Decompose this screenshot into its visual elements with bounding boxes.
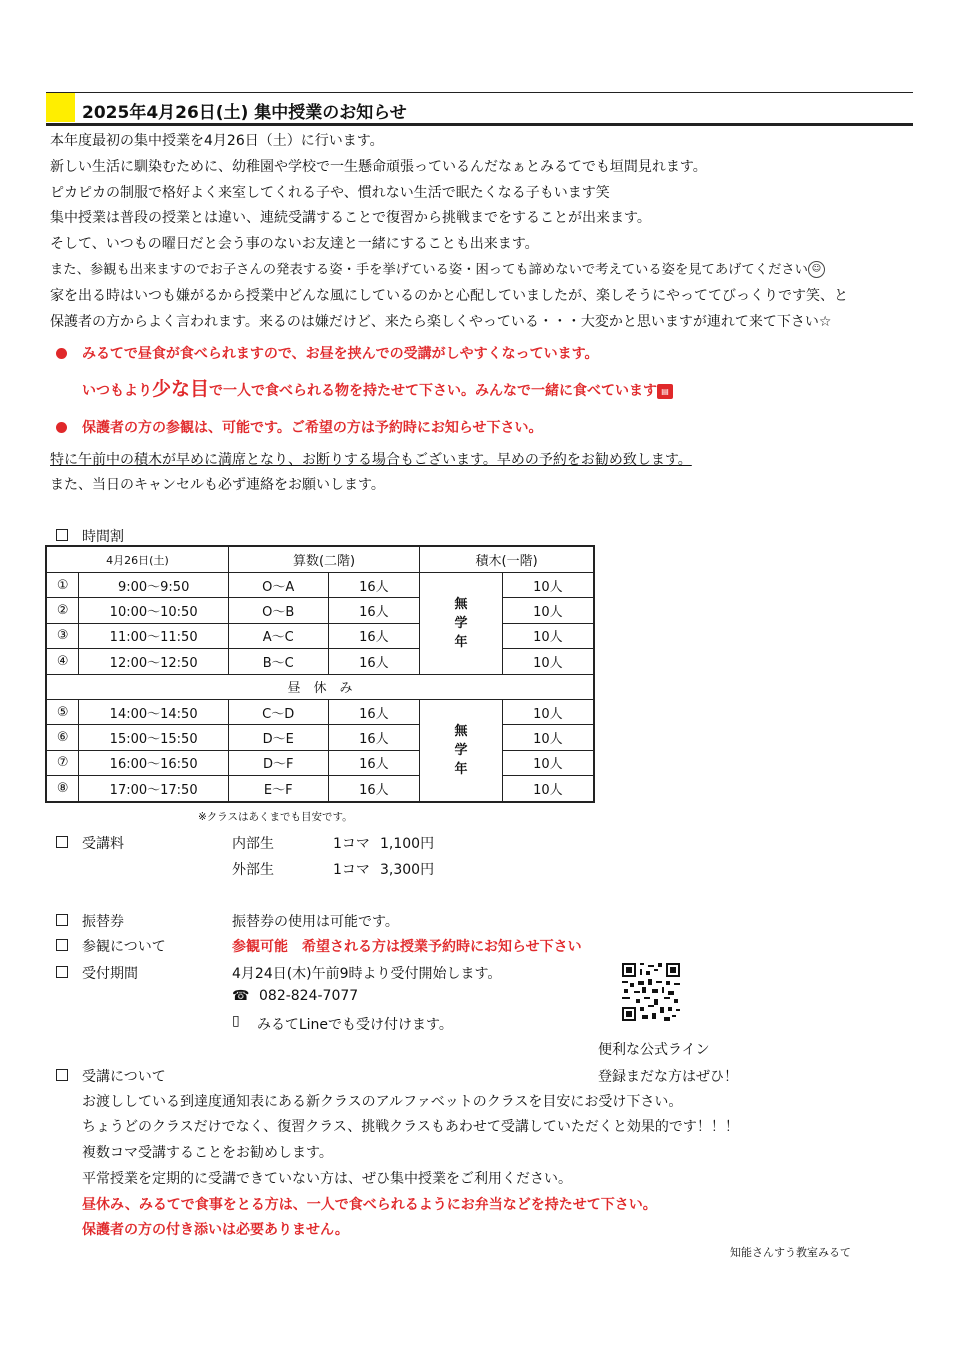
- timetable-header: [46, 546, 594, 573]
- title-bar: [46, 92, 913, 126]
- table-row: [46, 776, 594, 802]
- intro-line-8: 保護者の方からよく言われます。来るのは嫌だけど、来たら楽しくやっている・・・大変かと思いますが連れて来て下さい☆: [50, 314, 832, 330]
- period-no: ②: [46, 598, 79, 623]
- class-range: O〜A: [228, 573, 328, 598]
- checkbox-timetable: [56, 529, 68, 541]
- signature: 知能さんすう教室みるて: [730, 1246, 851, 1259]
- title-bottom-rule: [46, 123, 913, 126]
- intro-line-5: そして、いつもの曜日だと会う事のないお友達と一緒にすることも出来ます。: [50, 236, 539, 252]
- mugakunen-afternoon: [420, 699, 503, 801]
- table-row: [46, 725, 594, 750]
- about-line-1: お渡ししている到達度通知表にある新クラスのアルファベットのクラスを目安にお受け下さい。: [82, 1094, 683, 1110]
- period-no: ⑥: [46, 725, 79, 750]
- block-capacity: 10人: [502, 623, 594, 648]
- period-time: 12:00〜12:50: [79, 649, 229, 674]
- intro-line-1: 本年度最初の集中授業を4月26日（土）に行います。: [50, 133, 384, 149]
- period-time: 16:00〜16:50: [79, 750, 229, 775]
- period-no: ⑤: [46, 699, 79, 724]
- period-no: ⑦: [46, 750, 79, 775]
- lunch-break: 昼 休 み: [46, 674, 594, 699]
- table-row: [46, 649, 594, 674]
- reception-label: 受付期間: [82, 966, 138, 982]
- bullet-lunch-sub-big: 少な目: [152, 378, 210, 400]
- fees-internal-unit: 1コマ: [333, 836, 370, 852]
- cancel-notice: また、当日のキャンセルも必ず連絡をお願いします。: [50, 477, 385, 493]
- underline-notice: 特に午前中の積木が早めに満席となり、お断りする場合もございます。早めの予約をお勧め致します。: [50, 452, 692, 468]
- class-range: B〜C: [228, 649, 328, 674]
- class-range: C〜D: [228, 699, 328, 724]
- block-capacity: 10人: [502, 699, 594, 724]
- fees-external-label: 外部生: [232, 862, 274, 878]
- period-time: 17:00〜17:50: [79, 776, 229, 802]
- mobile-phone-icon: ▯: [232, 1013, 240, 1029]
- lunch-row: [46, 674, 594, 699]
- observe-value: 参観可能 希望される方は授業予約時にお知らせ下さい: [232, 939, 582, 955]
- block-capacity: 10人: [502, 750, 594, 775]
- period-no: ⑧: [46, 776, 79, 802]
- period-time: 14:00〜14:50: [79, 699, 229, 724]
- header-blocks: 積木(一階): [420, 546, 594, 573]
- intro-line-2: 新しい生活に馴染むために、幼稚園や学校で一生懸命頑張っているんだなぁとみるてでも垣間見れます。: [50, 159, 707, 175]
- table-row: [46, 623, 594, 648]
- transfer-value: 振替券の使用は可能です。: [232, 914, 399, 930]
- intro-line-6-text: また、参観も出来ますのでお子さんの発表する姿・手を挙げている姿・困っても諦めないで考えている姿を見てあげてください: [50, 262, 808, 278]
- bullet-observe: 保護者の方の参観は、可能です。ご希望の方は予約時にお知らせ下さい。: [82, 420, 543, 436]
- period-time: 15:00〜15:50: [79, 725, 229, 750]
- intro-line-3: ピカピカの制服で格好よく来室してくれる子や、慣れない生活で眠たくなる子もいます笑: [50, 185, 610, 201]
- table-row: [46, 598, 594, 623]
- reception-line: みるてLineでも受け付けます。: [257, 1017, 453, 1033]
- transfer-label: 振替券: [82, 914, 124, 930]
- bullet-lunch: みるてで昼食が食べられますので、お昼を挟んでの受講がしやすくなっています。: [82, 346, 599, 362]
- period-time: 10:00〜10:50: [79, 598, 229, 623]
- phone-icon: ☎: [232, 988, 250, 1004]
- page-title: 2025年4月26日(土) 集中授業のお知らせ: [82, 103, 407, 123]
- math-capacity: 16人: [328, 776, 420, 802]
- class-range: A〜C: [228, 623, 328, 648]
- smile-emoji-icon: ☺: [808, 261, 825, 278]
- header-date: 4月26日(土): [46, 546, 228, 573]
- class-range: E〜F: [228, 776, 328, 802]
- math-capacity: 16人: [328, 623, 420, 648]
- line-promo-1: 便利な公式ライン: [598, 1042, 710, 1058]
- about-label: 受講について: [82, 1069, 166, 1085]
- about-line-3: 複数コマ受講することをお勧めします。: [82, 1145, 333, 1161]
- about-line-4: 平常授業を定期的に受講できていない方は、ぜひ集中授業をご利用ください。: [82, 1171, 572, 1187]
- timetable: [45, 545, 595, 803]
- title-top-rule: [46, 92, 913, 93]
- class-range: D〜F: [228, 750, 328, 775]
- bullet-dot-1: [56, 348, 67, 359]
- fees-external-price: 3,300円: [380, 862, 435, 878]
- checkbox-transfer: [56, 914, 68, 926]
- mugakunen-char-2: 学: [454, 615, 468, 631]
- block-capacity: 10人: [502, 725, 594, 750]
- block-capacity: 10人: [502, 649, 594, 674]
- period-no: ③: [46, 623, 79, 648]
- qr-code-icon: [622, 963, 680, 1021]
- mugakunen-morning: [420, 573, 503, 675]
- table-row: [46, 750, 594, 775]
- fees-external-unit: 1コマ: [333, 862, 370, 878]
- math-capacity: 16人: [328, 699, 420, 724]
- class-range: O〜B: [228, 598, 328, 623]
- period-time: 11:00〜11:50: [79, 623, 229, 648]
- fees-label: 受講料: [82, 836, 124, 852]
- block-capacity: 10人: [502, 598, 594, 623]
- about-line-2: ちょうどのクラスだけでなく、復習クラス、挑戦クラスもあわせて受講していただくと効果的です！！！: [82, 1119, 739, 1135]
- table-row: [46, 699, 594, 724]
- math-capacity: 16人: [328, 573, 420, 598]
- about-red-line-1: 昼休み、みるてで食事をとる方は、一人で食べられるようにお弁当などを持たせて下さい。: [82, 1197, 657, 1213]
- mugakunen-char-3: 年: [454, 761, 468, 777]
- timetable-note: ※クラスはあくまでも目安です。: [198, 811, 353, 823]
- math-capacity: 16人: [328, 750, 420, 775]
- checkbox-reception: [56, 966, 68, 978]
- about-red-line-2: 保護者の方の付き添いは必要ありません。: [82, 1222, 349, 1238]
- bullet-lunch-sub: [82, 380, 673, 400]
- line-promo-2: 登録まだな方はぜひ！: [598, 1069, 738, 1085]
- header-math: 算数(二階): [228, 546, 419, 573]
- block-capacity: 10人: [502, 573, 594, 598]
- bullet-lunch-sub-pre: いつもより: [82, 383, 152, 399]
- observe-label: 参観について: [82, 939, 166, 955]
- bento-emoji-icon: ▤: [657, 384, 673, 399]
- period-no: ④: [46, 649, 79, 674]
- mugakunen-char-3: 年: [454, 634, 468, 650]
- mugakunen-char-2: 学: [454, 742, 468, 758]
- table-row: [46, 573, 594, 598]
- class-range: D〜E: [228, 725, 328, 750]
- math-capacity: 16人: [328, 598, 420, 623]
- mugakunen-char-1: 無: [454, 596, 468, 612]
- title-accent-block: [46, 93, 75, 122]
- intro-line-7: 家を出る時はいつも嫌がるから授業中どんな風にしているのかと心配していましたが、楽しそうにやっててびっくりです笑、と: [50, 288, 848, 304]
- fees-internal-label: 内部生: [232, 836, 274, 852]
- bullet-lunch-sub-post: で一人で食べられる物を持たせて下さい。みんなで一緒に食べています: [209, 383, 658, 399]
- checkbox-fees: [56, 836, 68, 848]
- reception-phone: 082-824-7077: [259, 988, 359, 1004]
- bullet-dot-2: [56, 422, 67, 433]
- period-time: 9:00〜9:50: [79, 573, 229, 598]
- checkbox-observe: [56, 939, 68, 951]
- reception-value: 4月24日(木)午前9時より受付開始します。: [232, 966, 502, 982]
- mugakunen-char-1: 無: [454, 723, 468, 739]
- intro-line-4: 集中授業は普段の授業とは違い、連続受講することで復習から挑戦までをすることが出来ます。: [50, 210, 651, 226]
- math-capacity: 16人: [328, 725, 420, 750]
- checkbox-about: [56, 1069, 68, 1081]
- timetable-label: 時間割: [82, 529, 124, 545]
- period-no: ①: [46, 573, 79, 598]
- math-capacity: 16人: [328, 649, 420, 674]
- intro-line-6: [50, 261, 825, 280]
- block-capacity: 10人: [502, 776, 594, 802]
- fees-internal-price: 1,100円: [380, 836, 435, 852]
